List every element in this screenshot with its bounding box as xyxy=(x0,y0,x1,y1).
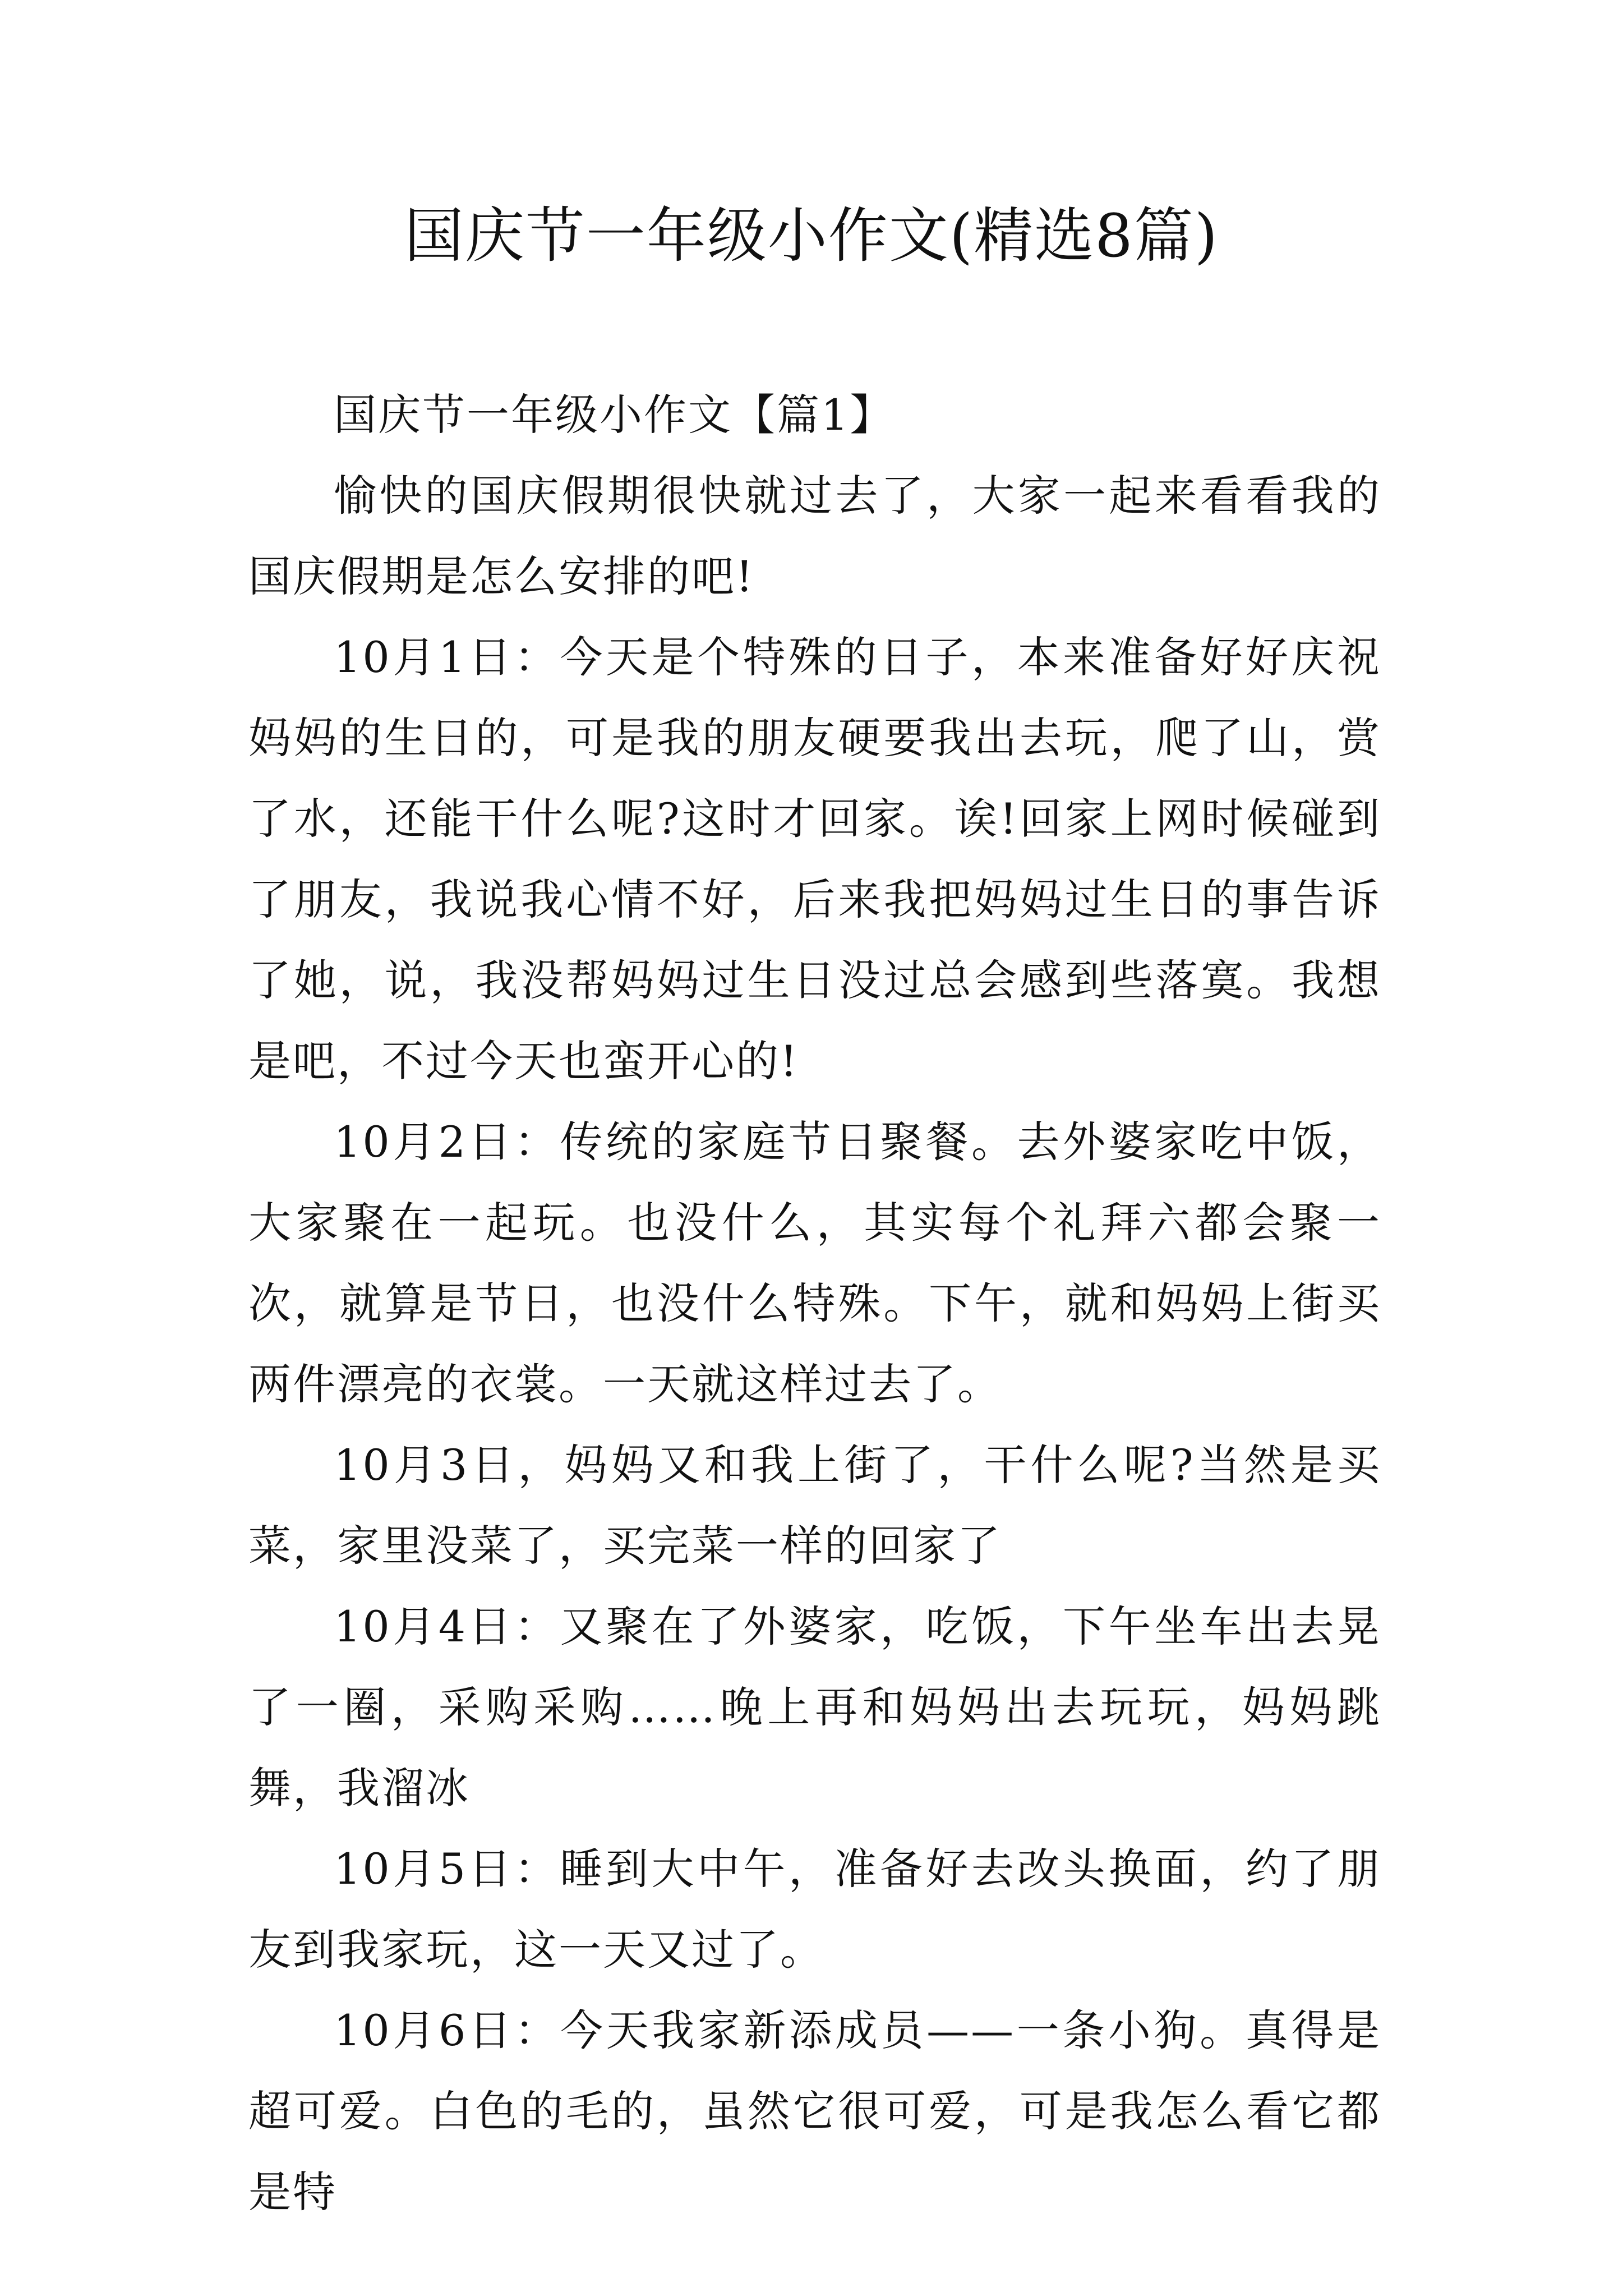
paragraph-oct-5: 10月5日：睡到大中午，准备好去改头换面，约了朋友到我家玩，这一天又过了。 xyxy=(248,1844,1381,1975)
paragraph-oct-2: 10月2日：传统的家庭节日聚餐。去外婆家吃中饭，大家聚在一起玩。也没什么，其实每个礼拜六都会聚一次，就算是节日，也没什么特殊。下午，就和妈妈上街买两件漂亮的衣裳。一天就这样过去了。 xyxy=(248,1117,1381,1409)
document-title: 国庆节一年级小作文(精选8篇) xyxy=(404,201,1219,270)
paragraph-intro: 愉快的国庆假期很快就过去了，大家一起来看看我的国庆假期是怎么安排的吧! xyxy=(248,471,1381,601)
document-body xyxy=(248,375,1381,2233)
paragraph-oct-4: 10月4日：又聚在了外婆家，吃饭，下午坐车出去晃了一圈，采购采购……晚上再和妈妈出去玩玩，妈妈跳舞，我溜冰 xyxy=(248,1602,1381,1813)
paragraph-oct-6: 10月6日：今天我家新添成员——一条小狗。真得是超可爱。白色的毛的，虽然它很可爱，可是我怎么看它都是特 xyxy=(248,2005,1381,2217)
paragraph-oct-3: 10月3日，妈妈又和我上街了，干什么呢?当然是买菜，家里没菜了，买完菜一样的回家了 xyxy=(248,1440,1381,1571)
section-heading: 国庆节一年级小作文【篇1】 xyxy=(334,390,895,440)
paragraph-oct-1: 10月1日：今天是个特殊的日子，本来准备好好庆祝妈妈的生日的，可是我的朋友硬要我出去玩，爬了山，赏了水，还能干什么呢?这时才回家。诶!回家上网时候碰到了朋友，我说我心情不好，后来我把妈妈过生日的事告诉了她，说，我没帮妈妈过生日没过总会感到些落寞。我想是吧，不过今天也蛮开心的! xyxy=(248,632,1381,1086)
